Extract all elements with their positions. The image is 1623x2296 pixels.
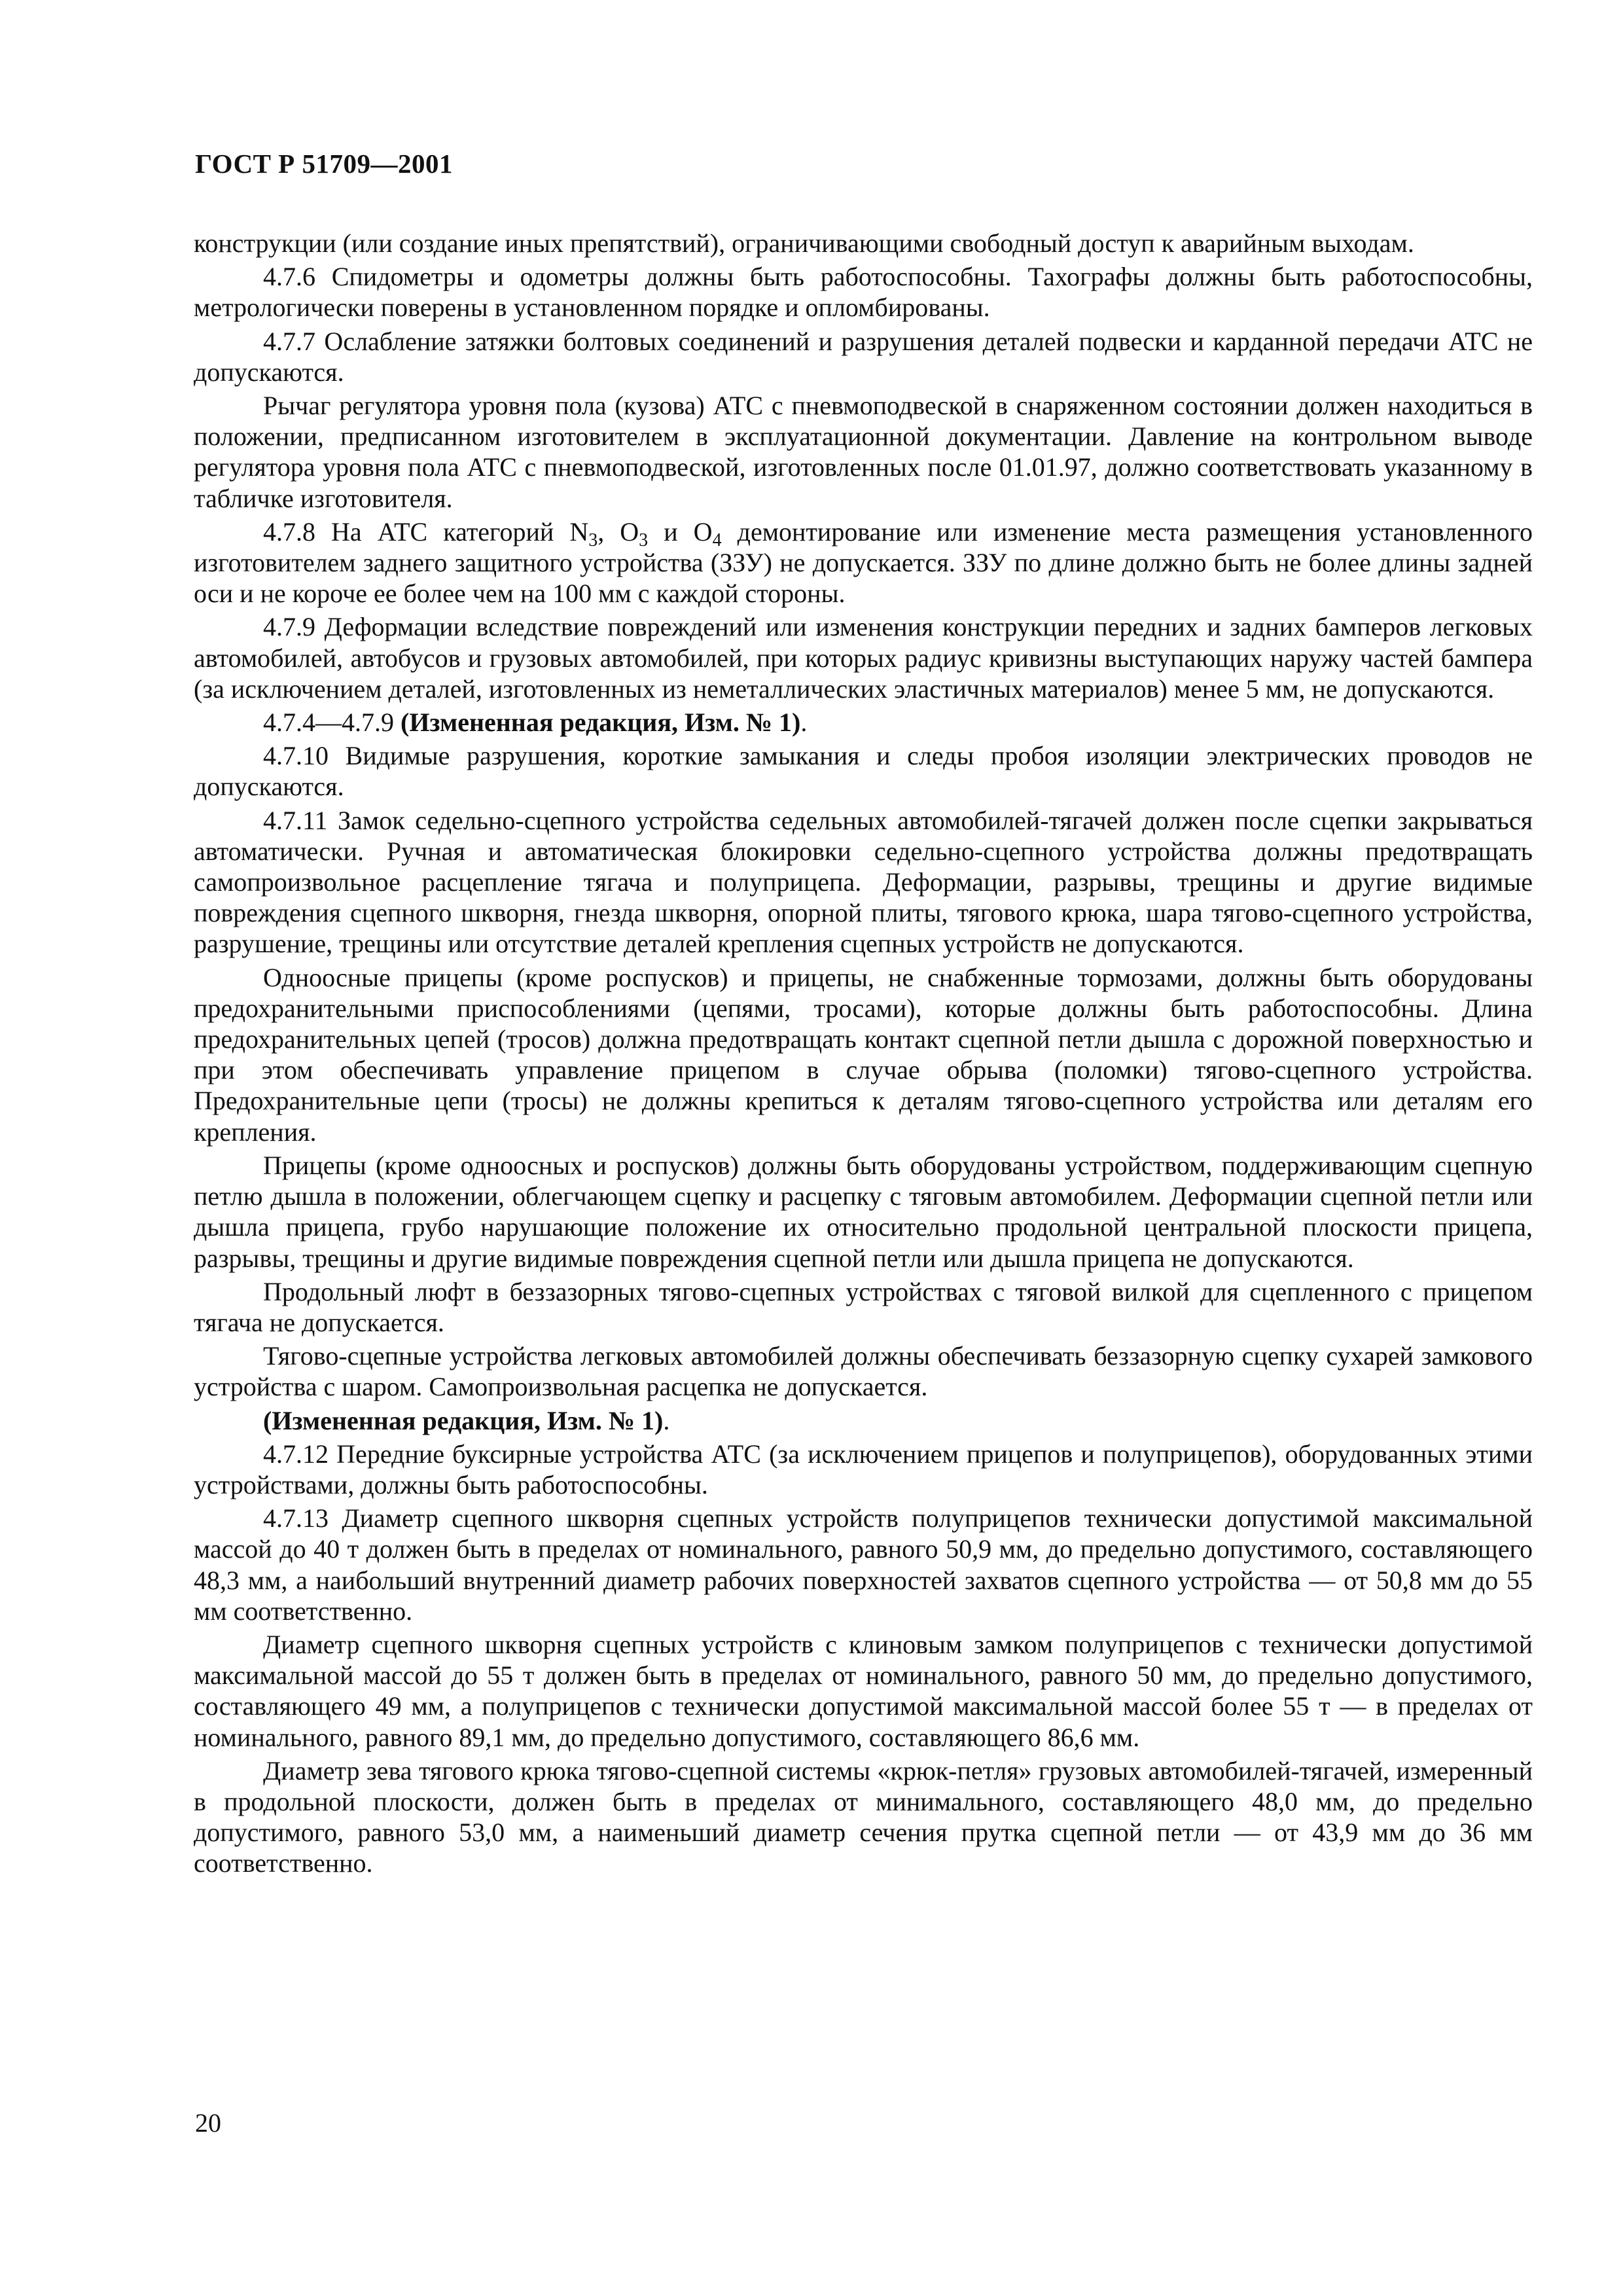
paragraph-longitudinal-play: Продольный люфт в беззазорных тягово-сцепных устройствах с тяговой вилкой для сцепленного с прицепом тягача не допускается. [194,1276,1533,1337]
paragraph-4-7-8-text-c: и O [648,516,713,547]
paragraph-4-7-7: 4.7.7 Ослабление затяжки болтовых соединений и разрушения деталей подвески и карданной передачи АТС не допускаются. [194,326,1533,387]
paragraph-towing-passenger-cars: Тягово-сцепные устройства легковых автомобилей должны обеспечивать беззазорную сцепку сухарей замкового устройства с шаром. Самопроизвольная расцепка не допускается. [194,1341,1533,1402]
amendment-label: (Измененная редакция, Изм. № 1) [401,708,801,738]
amendment-period: . [800,708,808,738]
paragraph-4-7-8-text-b: , O [597,516,639,547]
paragraph-4-7-8 [194,516,1533,609]
amendment-note-4-7-4-4-7-9 [194,707,1533,738]
subscript-o4: 4 [712,529,722,550]
paragraph-4-7-10: 4.7.10 Видимые разрушения, короткие замыкания и следы пробоя изоляции электрических проводов не допускаются. [194,741,1533,802]
amendment-label: (Измененная редакция, Изм. № 1) [263,1405,664,1435]
subscript-n3: 3 [588,529,598,550]
paragraph-4-7-6: 4.7.6 Спидометры и одометры должны быть работоспособны. Тахографы должны быть работоспособны, метрологически поверены в установленном порядке и опломбированы. [194,262,1533,323]
document-body [194,228,1533,1882]
subscript-o3: 3 [639,529,649,550]
paragraph-4-7-12: 4.7.12 Передние буксирные устройства АТС (за исключением прицепов и полуприцепов), оборудованных этими устройствами, должны быть работоспособны. [194,1439,1533,1499]
paragraph-floor-level-regulator: Рычаг регулятора уровня пола (кузова) АТС с пневмоподвеской в снаряженном состоянии должен находиться в положении, предписанном изготовителем в эксплуатационной документации. Давление на контрольном выводе регулятора уровня пола АТС с пневмоподвеской, изготовленных после 01.01.97, должно соответствовать указанному в табличке изготовителя. [194,391,1533,513]
document-header: ГОСТ Р 51709—2001 [195,149,453,179]
paragraph-trailers-drawbar: Прицепы (кроме одноосных и роспусков) должны быть оборудованы устройством, поддерживающим сцепную петлю дышла в положении, облегчающем сцепку и расцепку с тяговым автомобилем. Деформации сцепной петли или дышла прицепа, грубо нарушающие положение их относительно продольной центральной плоскости прицепа, разрывы, трещины и другие видимые повреждения сцепной петли или дышла прицепа не допускаются. [194,1150,1533,1273]
paragraph-4-7-13: 4.7.13 Диаметр сцепного шкворня сцепных устройств полуприцепов технически допустимой максимальной массой до 40 т должен быть в пределах от номинального, равного 50,9 мм, до предельно допустимого, составляющего 48,3 мм, а наибольший внутренний диаметр рабочих поверхностей захватов сцепного устройства — от 50,8 мм до 55 мм соответственно. [194,1503,1533,1626]
paragraph-4-7-8-text-d: демонтирование или изменение места размещения установленного изготовителем заднего защитного устройства (ЗЗУ) не допускается. ЗЗУ по длине должно быть не более длины задней оси и не короче ее более чем на 100 мм с каждой стороны. [194,516,1533,609]
amendment-note [194,1405,1533,1436]
amendment-range: 4.7.4—4.7.9 [263,708,401,738]
page-number: 20 [195,2108,221,2138]
paragraph-continuation: конструкции (или создание иных препятствий), ограничивающими свободный доступ к аварийным выходам. [194,228,1414,258]
paragraph-hook-loop: Диаметр зева тягового крюка тягово-сцепной системы «крюк-петля» грузовых автомобилей-тягачей, измеренный в продольной плоскости, должен быть в пределах от минимального, составляющего 48,0 мм, до предельно допустимого, равного 53,0 мм, а наименьший диаметр сечения прутка сцепной петли — от 43,9 мм до 36 мм соответственно. [194,1755,1533,1878]
paragraph-4-7-11: 4.7.11 Замок седельно-сцепного устройства седельных автомобилей-тягачей должен после сцепки закрываться автоматически. Ручная и автоматическая блокировки седельно-сцепного устройства должны предотвращать самопроизвольное расцепление тягача и полуприцепа. Деформации, разрывы, трещины и другие видимые повреждения сцепного шкворня, гнезда шкворня, опорной плиты, тягового крюка, шара тягово-сцепного устройства, разрушение, трещины или отсутствие деталей крепления сцепных устройств не допускаются. [194,805,1533,959]
amendment-period: . [663,1405,670,1435]
paragraph-kingpin-wedge-lock: Диаметр сцепного шкворня сцепных устройств с клиновым замком полуприцепов с технически допустимой максимальной массой до 55 т должен быть в пределах от номинального, равного 50 мм, до предельно допустимого, составляющего 49 мм, а полуприцепов с технически допустимой максимальной массой более 55 т — в пределах от номинального, равного 89,1 мм, до предельно допустимого, составляющего 86,6 мм. [194,1629,1533,1752]
paragraph-4-7-9: 4.7.9 Деформации вследствие повреждений или изменения конструкции передних и задних бамперов легковых автомобилей, автобусов и грузовых автомобилей, при которых радиус кривизны выступающих наружу частей бампера (за исключением деталей, изготовленных из неметаллических эластичных материалов) менее 5 мм, не допускаются. [194,612,1533,704]
paragraph-4-7-8-text-a: 4.7.8 На АТС категорий N [263,516,589,547]
paragraph-single-axle-trailers: Одноосные прицепы (кроме роспусков) и прицепы, не снабженные тормозами, должны быть оборудованы предохранительными приспособлениями (цепями, тросами), которые должны быть работоспособны. Длина предохранительных цепей (тросов) должна предотвращать контакт сцепной петли дышла с дорожной поверхностью и при этом обеспечивать управление прицепом в случае обрыва (поломки) тягово-сцепного устройства. Предохранительные цепи (тросы) не должны крепиться к деталям тягово-сцепного устройства или деталям его крепления. [194,962,1533,1147]
